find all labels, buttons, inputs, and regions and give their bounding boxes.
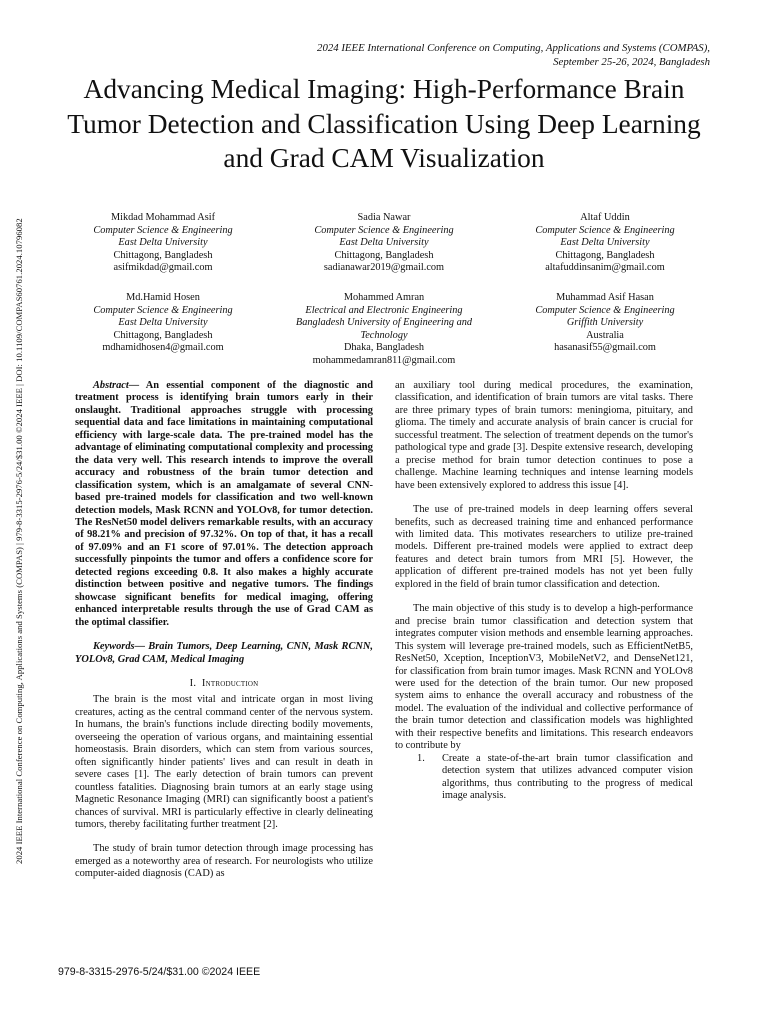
author-location: Chittagong, Bangladesh (113, 249, 213, 261)
author-name: Md.Hamid Hosen (126, 292, 200, 303)
author-institution: Griffith University (566, 317, 644, 329)
intro-paragraph: The main objective of this study is to develop a high-performance and precise brain tumor classification and detection system that integrates computer vision methods and ensemble learning approaches. This system will leverage pre-trained models, such as EfficientNetB5, ResNet50, Xception, InceptionV3, MobileNetV2, and DenseNet121, for classification from brain tumor images. Mask RCNN and YOLOv8 were used for the detection of the brain tumor. Our new proposed system aims to enhance the overall accuracy and robustness of the model. The evaluation of the individual and collective performance of the brain tumor detection and classification models was highlighted with their respective benefits and limitations. This research endeavors to contribute by (395, 603, 693, 752)
author-block (58, 292, 268, 368)
copyright-footer: 979-8-3315-2976-5/24/$31.00 ©2024 IEEE (58, 966, 261, 978)
authors-row-2 (58, 292, 710, 368)
intro-paragraph: The brain is the most vital and intricate organ in most living creatures, acting as the central command center of the nervous system. In humans, the brain's functions include directing bodily movements, overseeing the operation of various organs, and maintaining essential homeostasis. Brain disorders, which can stem from various sources, often significantly hinder patients' lives and can result in death in severe cases [1]. The early detection of brain tumors can prevent countless fatalities. Diagnosing brain tumors at an early stage using Magnetic Resonance Imaging (MRI) can significantly boost a patient's chances of survival. MRI is particularly effective in clearly delineating tumors, thereby facilitating further treatment [2]. (75, 694, 373, 830)
intro-paragraph: an auxiliary tool during medical procedures, the examination, classification, and identification of brain tumors are vital tasks. There are three primary types of brain tumors: meningioma, pituitary, and glioma. The timely and accurate analysis of brain cancer is crucial for successful treatment. The selection of treatment depends on the tumor's pathological type and grade [3]. Despite extensive research, developing a precise method for brain tumor detection continues to pose a challenge. Machine learning techniques and intense learning models have been extensively explored to address this issue [4]. (395, 380, 693, 491)
abstract-lead: Abstract— (93, 380, 140, 391)
author-institution: East Delta University (339, 237, 429, 249)
author-email: hasanasif55@gmail.com (554, 342, 656, 354)
section-title: Introduction (201, 677, 259, 689)
section-number: I. (189, 677, 197, 689)
author-block (279, 212, 489, 275)
author-department: Computer Science & Engineering (93, 304, 233, 316)
author-email: sadianawar2019@gmail.com (323, 262, 445, 274)
author-department: Computer Science & Engineering (535, 224, 675, 236)
abstract-text: An essential component of the diagnostic and treatment process is identifying brain tumors early in their onslaught. Traditional approaches struggle with processing sequential data and face limitations in maintaining computational efficiency with large-scale data. The pre-trained model has the advantage of eliminating computational complexity and processing the data very well. This research intends to improve the overall accuracy and robustness of the brain tumor detection and classification system, which is an amalgamate of several CNN-based pre-trained models for classification and two well-known detection models, Mask RCNN and YOLOv8, for tumor detection. The ResNet50 model delivers remarkable results, with an accuracy of 98.21% and precision of 97.32%. On top of that, it has a recall of 97.09% and an F1 score of 97.01%. The detection approach successfully pinpoints the tumor and offers a confidence score for detected regions exceeding 0.8. It also makes a highly accurate distinction between positive and negative tumors. The findings showcase significant benefits for medical imaging, offering enhanced interpretable results through the use of Grad CAM as the optimal classifier. (75, 380, 373, 628)
conference-line-2: September 25-26, 2024, Bangladesh (553, 55, 710, 68)
author-department: Electrical and Electronic Engineering (305, 304, 463, 316)
author-department: Computer Science & Engineering (535, 304, 675, 316)
author-block (279, 292, 489, 368)
authors-row-1 (58, 212, 710, 275)
author-location: Chittagong, Bangladesh (113, 329, 213, 341)
list-item-number: 1. (417, 752, 425, 764)
author-location: Chittagong, Bangladesh (334, 249, 434, 261)
author-block (500, 292, 710, 368)
author-name: Altaf Uddin (580, 212, 630, 223)
author-department: Computer Science & Engineering (93, 224, 233, 236)
author-institution: East Delta University (118, 237, 208, 249)
side-identifier (14, 154, 34, 874)
author-location: Australia (586, 329, 624, 341)
list-item-text: Create a state-of-the-art brain tumor classification and detection system that utilizes advanced computer vision algorithms, thus contributing to the progress of medical image analysis. (442, 752, 693, 802)
conference-line-1: 2024 IEEE International Conference on Computing, Applications and Systems (COMPAS), (317, 42, 710, 54)
intro-paragraph: The use of pre-trained models in deep learning offers several benefits, such as decreased training time and enhanced performance with limited data. This motivates researchers to utilize pre-trained models. Different pre-trained models were applied to extract deep features and detect brain tumors from MRI [5]. However, the application of different pre-trained models has not yet been fully explored in the field of brain tumor classification and detection. (395, 504, 693, 590)
author-department: Computer Science & Engineering (314, 224, 454, 236)
author-email: altafuddinsanim@gmail.com (545, 262, 665, 274)
right-column (395, 380, 693, 803)
author-name: Sadia Nawar (357, 212, 411, 223)
side-identifier-text: 2024 IEEE International Conference on Computing, Applications and Systems (COMPAS) | 979-8-3315-2976-5/24/$31.00 ©2024 IEEE | DOI: 10.1109/COMPAS60761.2024.10796082 (14, 218, 24, 864)
author-institution: East Delta University (560, 237, 650, 249)
contribution-list (417, 753, 693, 803)
author-institution: Bangladesh University of Engineering and Technology (295, 317, 473, 341)
author-name: Muhammad Asif Hasan (556, 292, 654, 303)
keywords: Keywords— Brain Tumors, Deep Learning, CNN, Mask RCNN, YOLOv8, Grad CAM, Medical Imaging (75, 641, 373, 665)
section-heading-introduction (75, 678, 373, 690)
abstract (75, 380, 373, 629)
paper-title: Advancing Medical Imaging: High-Performance Brain Tumor Detection and Classification Using Deep Learning and Grad CAM Visualization (67, 74, 701, 173)
author-block (500, 212, 710, 275)
conference-header (170, 42, 710, 69)
author-location: Dhaka, Bangladesh (343, 342, 425, 354)
left-column (75, 380, 373, 881)
author-block (58, 212, 268, 275)
author-email: mdhamidhosen4@gmail.com (102, 342, 224, 354)
author-email: mohammedamran811@gmail.com (312, 354, 456, 366)
author-email: asifmikdad@gmail.com (113, 262, 213, 274)
intro-paragraph: The study of brain tumor detection through image processing has emerged as a noteworthy area of research. For neurologists who utilize computer-aided diagnosis (CAD) as (75, 843, 373, 880)
author-institution: East Delta University (118, 317, 208, 329)
author-name: Mohammed Amran (343, 292, 425, 303)
list-item (417, 753, 693, 803)
author-name: Mikdad Mohammad Asif (110, 212, 216, 223)
author-location: Chittagong, Bangladesh (555, 249, 655, 261)
